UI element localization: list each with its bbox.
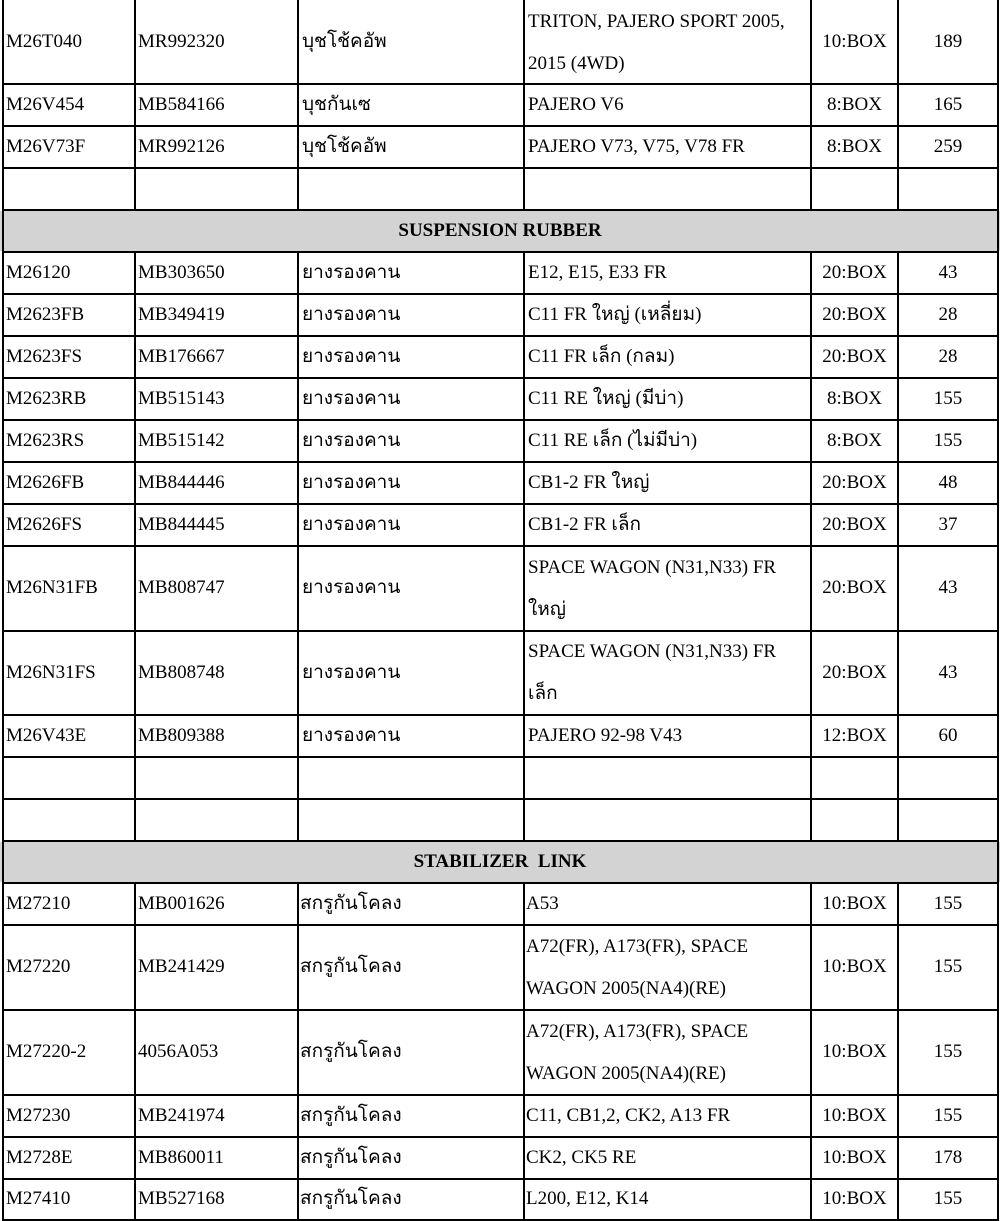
cell-model: SPACE WAGON (N31,N33) FR เล็ก <box>528 641 777 704</box>
cell-model: PAJERO V6 <box>528 93 624 115</box>
cell-pack: 8:BOX <box>827 429 882 451</box>
cell-pack: 10:BOX <box>822 31 887 53</box>
cell-model: E12, E15, E33 FR <box>528 261 667 283</box>
cell-model: CK2, CK5 RE <box>526 1146 637 1168</box>
cell-pack: 8:BOX <box>827 387 882 409</box>
cell-price: 155 <box>933 429 963 451</box>
cell-price <box>899 169 997 209</box>
cell-code: M27230 <box>6 1104 71 1126</box>
cell-code: M26V43E <box>6 724 87 746</box>
cell-price: 155 <box>933 1041 963 1063</box>
column-divider <box>523 251 525 842</box>
cell-oem: MB001626 <box>138 892 225 914</box>
cell-model: A72(FR), A173(FR), SPACE WAGON 2005(NA4)(RE) <box>526 1020 749 1084</box>
cell-oem: MB844446 <box>138 471 225 493</box>
column-divider <box>297 251 299 842</box>
cell-desc: ยางรองคาน <box>302 661 401 683</box>
cell-model: C11 RE ใหญ่ (มีบ่า) <box>528 387 684 409</box>
cell-oem: MB515142 <box>138 429 225 451</box>
cell-price: 28 <box>938 345 958 367</box>
cell-price: 37 <box>938 513 958 535</box>
cell-desc: ยางรองคาน <box>302 471 401 493</box>
cell-oem: MB515143 <box>138 387 225 409</box>
cell-price: 43 <box>938 577 958 599</box>
cell-code: M2626FB <box>6 471 85 493</box>
cell-desc: บุชโช้คอัพ <box>302 31 387 53</box>
cell-code: M27220-2 <box>6 1041 87 1063</box>
cell-model: A53 <box>526 892 559 914</box>
cell-desc: บุชโช้คอัพ <box>302 135 387 157</box>
cell-model: PAJERO V73, V75, V78 FR <box>528 135 745 157</box>
column-divider <box>2 840 4 884</box>
cell-oem: MB527168 <box>138 1188 225 1210</box>
cell-code: M2623RB <box>6 387 87 409</box>
cell-price <box>899 800 997 840</box>
cell-price <box>899 758 997 798</box>
cell-price: 259 <box>933 135 963 157</box>
cell-desc: สกรูกันโคลง <box>300 956 402 978</box>
cell-code: M26N31FS <box>6 661 96 683</box>
cell-code: M27210 <box>6 892 71 914</box>
cell-desc: ยางรองคาน <box>302 513 401 535</box>
cell-pack: 20:BOX <box>822 303 887 325</box>
cell-desc: ยางรองคาน <box>302 724 401 746</box>
cell-pack: 8:BOX <box>827 93 882 115</box>
cell-pack: 12:BOX <box>822 724 887 746</box>
cell-model: CB1-2 FR ใหญ่ <box>528 471 650 493</box>
section-title-stabilizer: STABILIZER LINK <box>413 851 587 872</box>
cell-pack <box>812 800 897 840</box>
cell-model: A72(FR), A173(FR), SPACE WAGON 2005(NA4)(RE) <box>526 935 749 999</box>
cell-model: C11 FR เล็ก (กลม) <box>528 345 675 367</box>
cell-desc <box>300 169 523 209</box>
cell-code <box>4 800 134 840</box>
cell-oem: MB844445 <box>138 513 225 535</box>
cell-pack <box>812 758 897 798</box>
column-divider <box>997 840 999 884</box>
cell-code <box>4 758 134 798</box>
cell-model: L200, E12, K14 <box>526 1188 649 1210</box>
cell-oem: MB808747 <box>138 577 225 599</box>
cell-pack: 20:BOX <box>822 577 887 599</box>
column-divider <box>2 209 4 253</box>
cell-oem: MB303650 <box>138 261 225 283</box>
cell-desc: สกรูกันโคลง <box>300 1146 402 1168</box>
cell-model: CB1-2 FR เล็ก <box>528 513 642 535</box>
cell-price: 178 <box>933 1146 963 1168</box>
cell-desc: ยางรองคาน <box>302 261 401 283</box>
cell-oem <box>136 800 297 840</box>
cell-model <box>526 758 810 798</box>
cell-model: SPACE WAGON (N31,N33) FR ใหญ่ <box>528 556 777 620</box>
cell-pack: 10:BOX <box>822 1104 887 1126</box>
cell-desc: บุชกันเซ <box>302 93 371 115</box>
cell-price: 155 <box>933 956 963 978</box>
column-divider <box>523 0 525 211</box>
cell-price: 48 <box>938 471 958 493</box>
cell-pack: 20:BOX <box>822 261 887 283</box>
cell-pack: 20:BOX <box>822 345 887 367</box>
cell-desc: สกรูกันโคลง <box>300 1188 402 1210</box>
cell-oem: MB584166 <box>138 93 225 115</box>
cell-pack: 10:BOX <box>822 1146 887 1168</box>
cell-pack: 20:BOX <box>822 513 887 535</box>
cell-desc: สกรูกันโคลง <box>300 892 402 914</box>
cell-code: M26N31FB <box>6 577 98 599</box>
cell-code: M2623FB <box>6 303 85 325</box>
cell-desc: ยางรองคาน <box>302 577 401 599</box>
cell-model <box>526 169 810 209</box>
cell-oem: MB349419 <box>138 303 225 325</box>
cell-desc: ยางรองคาน <box>302 387 401 409</box>
cell-pack: 10:BOX <box>822 1041 887 1063</box>
cell-oem <box>136 169 297 209</box>
cell-code: M27220 <box>6 956 71 978</box>
cell-model: C11 RE เล็ก (ไม่มีบ่า) <box>528 429 698 451</box>
cell-model: TRITON, PAJERO SPORT 2005, 2015 (4WD) <box>528 10 785 74</box>
section-title-suspension: SUSPENSION RUBBER <box>398 220 602 241</box>
column-divider <box>297 0 299 211</box>
cell-oem: MB860011 <box>138 1146 224 1168</box>
cell-pack: 20:BOX <box>822 471 887 493</box>
cell-pack: 10:BOX <box>822 956 887 978</box>
cell-desc <box>300 800 523 840</box>
cell-code: M2728E <box>6 1146 73 1168</box>
cell-desc: ยางรองคาน <box>302 303 401 325</box>
cell-price: 155 <box>933 387 963 409</box>
cell-price: 155 <box>933 1104 963 1126</box>
cell-desc: ยางรองคาน <box>302 429 401 451</box>
cell-code: M26V454 <box>6 93 85 115</box>
cell-price: 165 <box>933 93 963 115</box>
cell-oem: MB241974 <box>138 1104 225 1126</box>
cell-pack: 10:BOX <box>822 1188 887 1210</box>
cell-price: 189 <box>933 31 963 53</box>
cell-oem: MR992320 <box>138 31 225 53</box>
cell-oem <box>136 758 297 798</box>
cell-model <box>526 800 810 840</box>
cell-code: M2626FS <box>6 513 83 535</box>
column-divider <box>997 251 999 842</box>
cell-code <box>4 169 134 209</box>
cell-desc: สกรูกันโคลง <box>300 1104 402 1126</box>
column-divider <box>997 0 999 211</box>
cell-code: M2623RS <box>6 429 85 451</box>
cell-price: 43 <box>938 661 958 683</box>
cell-price: 43 <box>938 261 958 283</box>
cell-pack: 20:BOX <box>822 661 887 683</box>
cell-desc <box>300 758 523 798</box>
cell-pack: 8:BOX <box>827 135 882 157</box>
cell-code: M26T040 <box>6 31 82 53</box>
cell-code: M2623FS <box>6 345 83 367</box>
cell-oem: 4056A053 <box>138 1041 219 1063</box>
cell-model: PAJERO 92-98 V43 <box>528 724 683 746</box>
cell-oem: MB241429 <box>138 956 225 978</box>
column-divider <box>997 882 999 1221</box>
cell-model: C11, CB1,2, CK2, A13 FR <box>526 1104 731 1126</box>
cell-price: 155 <box>933 1188 963 1210</box>
cell-oem: MB176667 <box>138 345 225 367</box>
cell-pack <box>812 169 897 209</box>
cell-oem: MR992126 <box>138 135 225 157</box>
cell-price: 28 <box>938 303 958 325</box>
cell-oem: MB809388 <box>138 724 225 746</box>
cell-desc: ยางรองคาน <box>302 345 401 367</box>
cell-desc: สกรูกันโคลง <box>300 1041 402 1063</box>
column-divider <box>997 209 999 253</box>
cell-model: C11 FR ใหญ่ (เหลี่ยม) <box>528 303 702 325</box>
cell-price: 155 <box>933 892 963 914</box>
cell-oem: MB808748 <box>138 661 225 683</box>
cell-code: M26V73F <box>6 135 86 157</box>
cell-code: M27410 <box>6 1188 71 1210</box>
cell-pack: 10:BOX <box>822 892 887 914</box>
cell-price: 60 <box>938 724 958 746</box>
cell-code: M26120 <box>6 261 71 283</box>
